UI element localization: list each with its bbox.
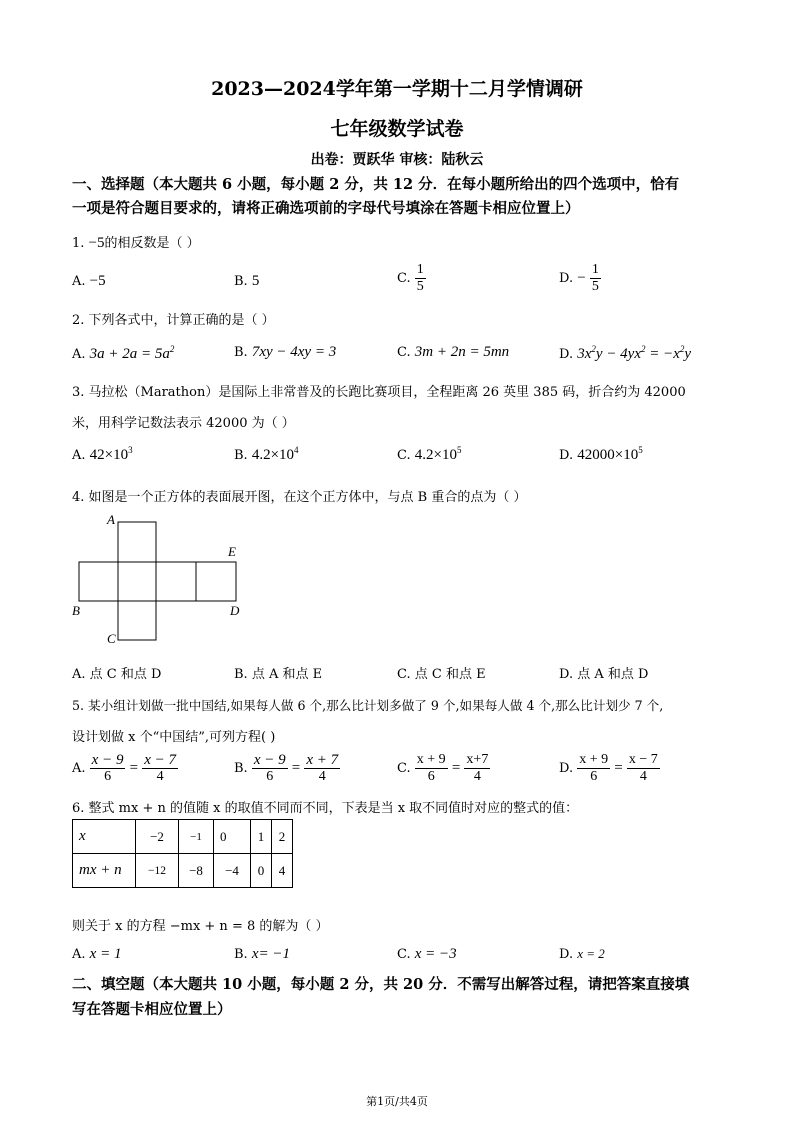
option-value: 点 A 和点 E [251, 667, 323, 682]
equals-sign: = [451, 760, 461, 776]
table-row [73, 820, 293, 854]
option-label: B. [234, 761, 248, 776]
numerator: 1 [416, 262, 424, 277]
option-value: 7xy − 4xy = 3 [251, 344, 337, 360]
denominator: 5 [416, 279, 424, 294]
fraction [304, 752, 340, 785]
section1-heading-line1: 一、选择题（本大题共 6 小题，每小题 2 分，共 12 分．在每小题所给出的四个选项中，恰有 [72, 176, 680, 193]
net-face-top [118, 522, 156, 562]
option-label: C. [397, 345, 411, 360]
q5-option-a[interactable] [72, 752, 178, 785]
base: 4.2×10 [251, 447, 295, 463]
option-label: C. [397, 271, 411, 286]
base: 4.2×10 [414, 447, 457, 463]
option-value: x = −3 [414, 946, 457, 962]
question-6-stem: 6. 整式 mx + n 的值随 x 的取值不同而不同，下表是当 x 取不同值时对应的整式的值： [72, 801, 579, 816]
fraction [577, 752, 610, 785]
option-value: 点 C 和点 E [414, 667, 486, 682]
denominator: 5 [591, 279, 599, 294]
option-value [90, 447, 133, 463]
q4-option-c[interactable] [397, 663, 486, 682]
numerator: 1 [591, 262, 599, 277]
option-label: A. [72, 947, 86, 962]
fraction [252, 752, 288, 785]
table-row [73, 854, 293, 888]
option-label: A. [72, 448, 86, 463]
numerator: x + 7 [306, 752, 339, 768]
net-face-right-1 [156, 562, 196, 601]
denominator: 4 [318, 769, 326, 784]
term: y [684, 346, 692, 362]
option-label: C. [397, 761, 411, 776]
table-cell: 1 [251, 820, 272, 854]
net-face-center [118, 562, 156, 601]
q1-expression: −5 [88, 235, 105, 251]
exponent: 2 [591, 344, 596, 354]
q1-option-a[interactable] [72, 273, 106, 290]
denominator: 4 [156, 769, 164, 784]
section2-heading-line2: 写在答题卡相应位置上） [72, 1001, 232, 1018]
q3-option-c[interactable] [397, 445, 461, 464]
option-value: 5 [251, 273, 260, 289]
option-label: A. [72, 347, 86, 362]
q2-option-a[interactable] [72, 344, 174, 363]
denominator: 6 [427, 769, 435, 784]
numerator: x − 9 [253, 752, 286, 768]
table-cell: 2 [272, 820, 293, 854]
option-value: −5 [89, 273, 106, 289]
point-label-b: B [72, 603, 80, 618]
section1-heading-line2: 一项是符合题目要求的，请将正确选项前的字母代号填涂在答题卡相应位置上） [72, 200, 580, 217]
question-5-line1: 5. 某小组计划做一批中国结,如果每人做 6 个,那么比计划多做了 9 个,如果每人做 4 个,那么比计划少 7 个, [72, 698, 664, 713]
q2-option-d[interactable] [559, 344, 691, 363]
equals-sign: = [129, 760, 139, 776]
option-label: D. [559, 947, 574, 962]
denominator: 6 [104, 769, 112, 784]
option-label: A. [72, 274, 86, 289]
q4-option-d[interactable] [559, 663, 648, 682]
fraction [90, 752, 126, 785]
exponent: 2 [641, 344, 646, 354]
cube-net-figure [70, 512, 250, 647]
option-label: A. [72, 761, 86, 776]
fraction [590, 262, 601, 295]
option-label: B. [234, 448, 248, 463]
term: = −x [645, 346, 680, 362]
exponent: 4 [294, 445, 299, 455]
q4-option-b[interactable] [234, 663, 322, 682]
question-3-line1: 3. 马拉松（Marathon）是国际上非常普及的长跑比赛项目，全程距离 26 英里 385 码，折合约为 42000 [72, 385, 686, 400]
option-label: D. [559, 448, 574, 463]
option-label: D. [559, 271, 574, 286]
fraction [415, 262, 426, 295]
q3-option-d[interactable] [559, 445, 643, 464]
point-label-d: D [230, 603, 240, 618]
denominator: 6 [590, 769, 598, 784]
option-label: C. [397, 947, 411, 962]
option-value [577, 447, 642, 463]
point-label-c: C [107, 631, 116, 646]
table-cell: −1 [179, 820, 214, 854]
option-label: D. [559, 667, 574, 682]
minus-sign: − [577, 270, 586, 286]
exponent: 5 [456, 445, 462, 455]
section2-heading-line1: 二、填空题（本大题共 10 小题，每小题 2 分，共 20 分．不需写出解答过程，请把答案直接填 [72, 976, 690, 993]
option-value [90, 346, 175, 362]
values-table [72, 819, 293, 888]
q3-option-b[interactable] [234, 445, 299, 464]
q1-number: 1. [72, 236, 85, 251]
fraction [415, 752, 448, 785]
net-face-bottom [118, 601, 156, 640]
table-cell: x [73, 820, 136, 854]
q1-option-c[interactable] [397, 262, 426, 295]
equals-sign: = [614, 760, 623, 776]
q5-option-d[interactable] [559, 752, 660, 785]
option-label: B. [234, 667, 248, 682]
expression: 3a + 2a = 5a [89, 346, 170, 362]
option-label: B. [234, 345, 248, 360]
q3-option-a[interactable] [72, 445, 133, 464]
exponent: 3 [128, 445, 133, 455]
table-cell: 0 [251, 854, 272, 888]
option-value: 3m + 2n = 5mn [414, 344, 510, 360]
exam-authors: 出卷：贾跃华 审核：陆秋云 [310, 152, 484, 168]
question-5-line2: 设计划做 x 个“中国结”,可列方程( ) [72, 730, 276, 745]
q2-option-b[interactable] [234, 344, 336, 361]
option-value: x = 2 [577, 946, 605, 961]
q6-option-b[interactable] [234, 946, 290, 963]
option-label: B. [234, 274, 248, 289]
q6-option-a[interactable] [72, 946, 121, 963]
option-value: 点 A 和点 D [577, 667, 649, 682]
numerator: x + 9 [579, 752, 609, 767]
q4-option-a[interactable] [72, 663, 161, 682]
equals-sign: = [291, 760, 301, 776]
numerator: x − 9 [91, 752, 124, 768]
q5-option-c[interactable] [397, 752, 490, 785]
option-value: 点 C 和点 D [89, 667, 162, 682]
question-4-stem: 4. 如图是一个正方体的表面展开图，在这个正方体中，与点 B 重合的点为（ ） [72, 490, 527, 505]
option-label: B. [234, 947, 248, 962]
option-label: A. [72, 667, 86, 682]
option-value [577, 346, 691, 362]
option-value: x= −1 [251, 946, 290, 962]
q1-text: 的相反数是（ ） [104, 236, 200, 251]
table-cell: mx + n [73, 854, 136, 888]
option-label: C. [397, 448, 411, 463]
base: 42000×10 [577, 447, 639, 463]
exponent: 2 [169, 344, 175, 354]
exam-subtitle: 七年级数学试卷 [330, 118, 464, 140]
option-label: C. [397, 667, 411, 682]
option-value [252, 447, 299, 463]
table-cell: −4 [214, 854, 251, 888]
denominator: 6 [266, 769, 274, 784]
numerator: x − 7 [628, 752, 658, 767]
q1-option-b[interactable] [234, 273, 259, 290]
option-label: D. [559, 761, 574, 776]
denominator: 4 [473, 769, 481, 784]
net-face-right-2 [196, 562, 236, 601]
table-cell: −8 [179, 854, 214, 888]
q5-option-b[interactable] [234, 752, 340, 785]
exponent: 2 [679, 344, 685, 354]
fraction [627, 752, 660, 785]
term: y − 4yx [595, 346, 642, 362]
question-6-prompt: 则关于 x 的方程 −mx + n = 8 的解为（ ） [72, 919, 329, 934]
fraction [464, 752, 490, 785]
point-label-e: E [228, 544, 236, 559]
table-cell: 4 [272, 854, 293, 888]
numerator: x − 7 [144, 752, 176, 768]
question-1-stem [72, 232, 200, 252]
exam-title: 2023—2024学年第一学期十二月学情调研 [211, 78, 583, 100]
term: 3x [577, 346, 592, 362]
q6-option-d[interactable] [559, 946, 605, 962]
table-cell: −12 [136, 854, 179, 888]
q6-option-c[interactable] [397, 946, 457, 963]
base: 42×10 [89, 447, 129, 463]
q2-option-c[interactable] [397, 344, 509, 361]
net-face-left [79, 562, 118, 601]
denominator: 4 [639, 769, 647, 784]
q1-option-d[interactable] [559, 262, 601, 295]
fraction [142, 752, 178, 785]
question-3-line2: 米，用科学记数法表示 42000 为（ ） [72, 416, 295, 431]
table-cell: −2 [136, 820, 179, 854]
point-label-a: A [107, 512, 115, 527]
numerator: x + 9 [416, 752, 446, 767]
option-value [415, 447, 462, 463]
exponent: 5 [638, 445, 643, 455]
numerator: x+7 [466, 752, 489, 767]
table-cell: 0 [214, 820, 251, 854]
page-number: 第1页/共4页 [366, 1095, 428, 1108]
option-label: D. [559, 347, 574, 362]
question-2-stem: 2. 下列各式中，计算正确的是（ ） [72, 313, 275, 328]
option-value: x = 1 [89, 946, 122, 962]
